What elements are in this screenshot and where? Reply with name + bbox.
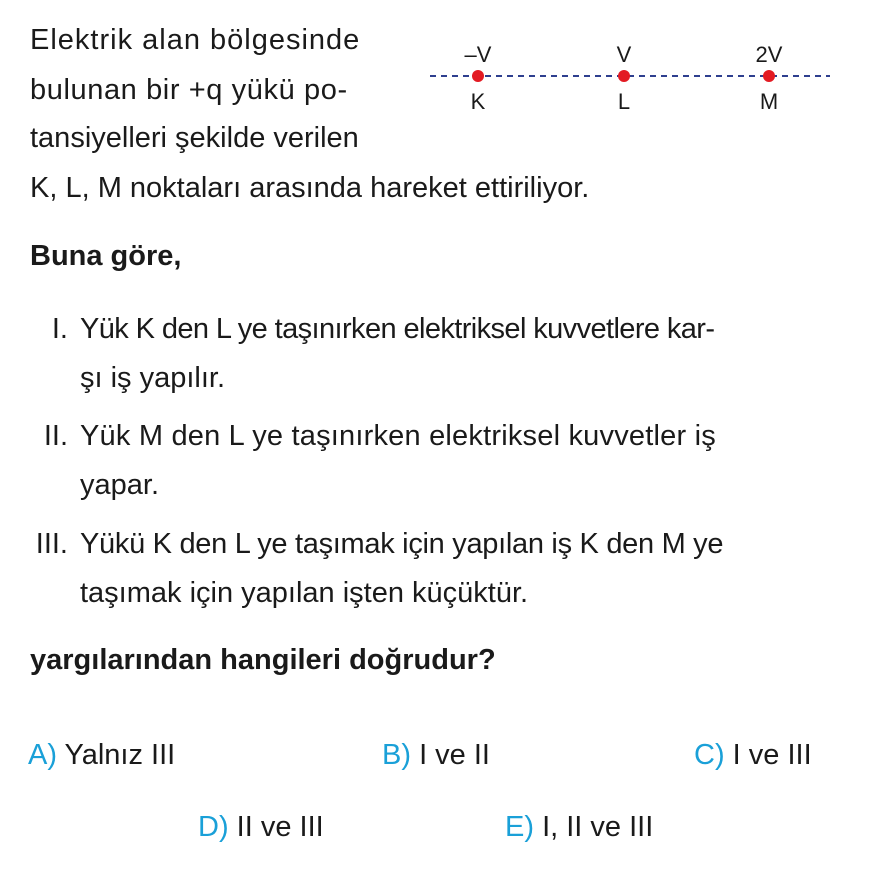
statement-2-number: II. <box>43 420 68 452</box>
option-d-letter: D) <box>198 811 229 843</box>
statement-3-line-2: taşımak için yapılan işten küçüktür. <box>80 577 529 609</box>
option-a[interactable] <box>28 739 175 772</box>
point-l-dot <box>618 70 630 82</box>
statement-1-line-1: Yük K den L ye taşınırken elektriksel kuvvetlere kar- <box>80 313 715 345</box>
question-lead: Buna göre, <box>30 240 182 272</box>
statement-2-line-1: Yük M den L ye taşınırken elektriksel kuvvetler iş <box>80 420 716 452</box>
intro-line-2: bulunan bir +q yükü po- <box>30 74 348 106</box>
intro-line-1: Elektrik alan bölgesinde <box>30 24 361 56</box>
point-l-label: L <box>617 89 631 114</box>
option-e-text: I, II ve III <box>542 811 654 843</box>
statement-3-line-1: Yükü K den L ye taşımak için yapılan iş K den M ye <box>80 528 724 560</box>
point-m-potential: 2V <box>755 42 783 67</box>
option-e[interactable] <box>505 811 653 844</box>
statement-3-number: III. <box>35 528 68 560</box>
point-l-potential: V <box>616 42 632 67</box>
point-k-potential: –V <box>464 42 492 67</box>
option-c[interactable] <box>694 739 812 772</box>
potential-diagram <box>420 30 840 130</box>
option-c-letter: C) <box>694 739 725 771</box>
question-text: yargılarından hangileri doğrudur? <box>30 644 496 676</box>
option-d[interactable] <box>198 811 324 844</box>
statement-2-line-2: yapar. <box>80 469 159 501</box>
option-b-letter: B) <box>382 739 411 771</box>
intro-line-3: tansiyelleri şekilde verilen <box>30 122 359 154</box>
option-c-text: I ve III <box>732 739 812 771</box>
point-k-label: K <box>470 89 486 114</box>
point-k-dot <box>472 70 484 82</box>
option-b-text: I ve II <box>419 739 490 771</box>
option-e-letter: E) <box>505 811 534 843</box>
option-d-text: II ve III <box>236 811 324 843</box>
option-a-letter: A) <box>28 739 57 771</box>
statement-1-line-2: şı iş yapılır. <box>80 362 226 394</box>
intro-line-4: K, L, M noktaları arasında hareket ettiriliyor. <box>30 172 590 204</box>
statement-1-number: I. <box>51 313 68 345</box>
point-m-label: M <box>759 89 779 114</box>
option-a-text: Yalnız III <box>64 739 176 771</box>
point-m-dot <box>763 70 775 82</box>
option-b[interactable] <box>382 739 490 772</box>
